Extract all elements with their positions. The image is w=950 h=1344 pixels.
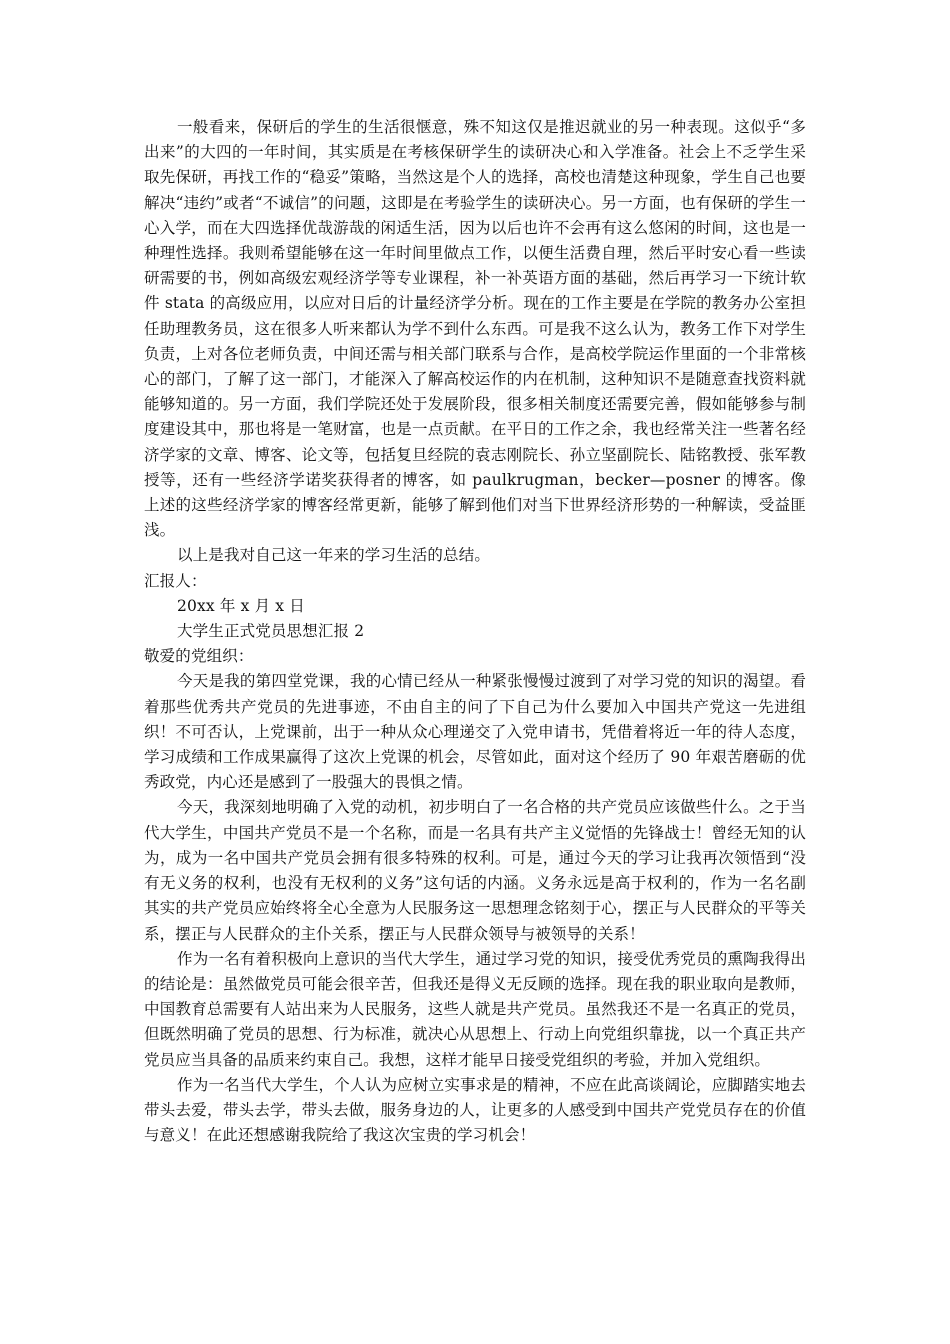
report-date: 20xx 年 x 月 x 日 (177, 596, 305, 615)
paragraph-party-class: 今天是我的第四堂党课，我的心情已经从一种紧张慢慢过渡到了对学习党的知识的渴望。看着那些优秀共产党员的先进事迹，不由自主的问了下自己为什么要加入中国共产党这一先进组织！不可否认，上党课前，出于一种从众心理递交了入党申请书，凭借着将近一年的待人态度，学习成绩和工作成果赢得了这次上党课的机会，尽管如此，面对这个经历了 90 年艰苦磨砺的优秀政党，内心还是感到了一股强大的畏惧之情。 (144, 672, 806, 792)
paragraph-conclusion: 作为一名有着积极向上意识的当代大学生，通过学习党的知识，接受优秀党员的熏陶我得出的结论是：虽然做党员可能会很辛苦，但我还是得义无反顾的选择。现在我的职业取向是教师，中国教育总需要有人站出来为人民服务，这些人就是共产党员。虽然我还不是一名真正的党员，但既然明确了党员的思想、行为标准，就决心从思想上、行动上向党组织靠拢，以一个真正共产党员应当具备的品质来约束自己。我想，这样才能早日接受党组织的考验，并加入党组织。 (144, 949, 806, 1069)
paragraph-motivation: 今天，我深刻地明确了入党的动机，初步明白了一名合格的共产党员应该做些什么。之于当代大学生，中国共产党员不是一个名称，而是一名具有共产主义觉悟的先锋战士！曾经无知的认为，成为一名中国共产党员会拥有很多特殊的权利。可是，通过今天的学习让我再次领悟到“没有无义务的权利，也没有无权利的义务”这句话的内涵。义务永远是高于权利的，作为一名名副其实的共产党员应始终将全心全意为人民服务这一思想理念铭刻于心，摆正与人民群众的平等关系，摆正与人民群众的主仆关系，摆正与人民群众领导与被领导的关系！ (144, 798, 806, 943)
paragraph-summary: 以上是我对自己这一年来的学习生活的总结。 (177, 546, 491, 565)
section-title: 大学生正式党员思想汇报 2 (177, 622, 365, 641)
reporter-label: 汇报人： (144, 571, 207, 590)
document-page (144, 115, 806, 1148)
paragraph-closing: 作为一名当代大学生，个人认为应树立实事求是的精神，不应在此高谈阔论，应脚踏实地去带头去爱，带头去学，带头去做，服务身边的人，让更多的人感受到中国共产党党员存在的价值与意义！在此还想感谢我院给了我这次宝贵的学习机会！ (144, 1075, 806, 1145)
salutation: 敬爱的党组织： (144, 647, 254, 666)
paragraph-postgrad-life: 一般看来，保研后的学生的生活很惬意，殊不知这仅是推迟就业的另一种表现。这似乎“多出来”的大四的一年时间，其实质是在考核保研学生的读研决心和入学准备。社会上不乏学生采取先保研，再找工作的“稳妥”策略，当然这是个人的选择，高校也清楚这种现象，学生自己也要解决“违约”或者“不诚信”的问题，这即是在考验学生的读研决心。另一方面，也有保研的学生一心入学，而在大四选择优哉游哉的闲适生活，因为以后也许不会再有这么悠闲的时间，这也是一种理性选择。我则希望能够在这一年时间里做点工作，以便生活费自理，然后平时安心看一些读研需要的书，例如高级宏观经济学等专业课程，补一补英语方面的基础，然后再学习一下统计软件 stata 的高级应用，以应对日后的计量经济学分析。现在的工作主要是在学院的教务办公室担任助理教务员，这在很多人听来都认为学不到什么东西。可是我不这么认为，教务工作下对学生负责，上对各位老师负责，中间还需与相关部门联系与合作，是高校学院运作里面的一个非常核心的部门，了解了这一部门，才能深入了解高校运作的内在机制，这种知识不是随意查找资料就能够知道的。另一方面，我们学院还处于发展阶段，很多相关制度还需要完善，假如能够参与制度建设其中，那也将是一笔财富，也是一点贡献。在平日的工作之余，我也经常关注一些著名经济学家的文章、博客、论文等，包括复旦经院的袁志刚院长、孙立坚副院长、陆铭教授、张军教授等，还有一些经济学诺奖获得者的博客，如 paulkrugman，becker—posner 的博客。像上述的这些经济学家的博客经常更新，能够了解到他们对当下世界经济形势的一种解读，受益匪浅。 (144, 118, 806, 540)
